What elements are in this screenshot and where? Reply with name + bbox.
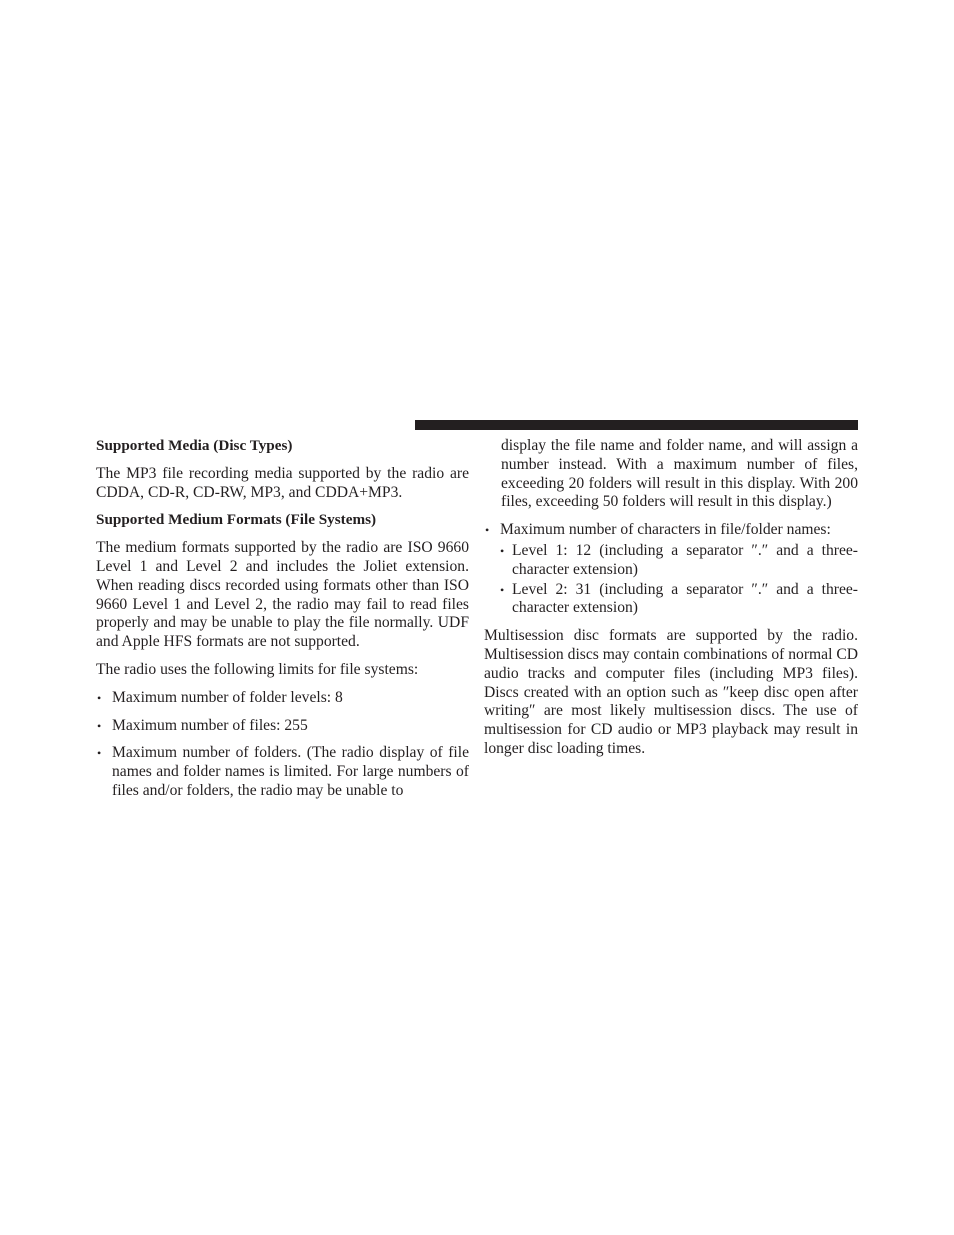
- paragraph-supported-formats: The medium formats supported by the radio are ISO 9660 Level 1 and Level 2 and includes the Joliet extension. When reading discs recorded using formats other than ISO 9660 Level 1 and Level 2, the radio may fail to read files properly and may be unable to play the file normally. UDF and Apple HFS formats are not supported.: [96, 539, 469, 651]
- list-item-max-characters-label: Maximum number of characters in file/folder names:: [500, 521, 831, 539]
- character-levels-sublist: [500, 542, 858, 618]
- heading-supported-media: Supported Media (Disc Types): [96, 437, 293, 454]
- list-item-max-folders: • Maximum number of folders. (The radio display of file names and folder names is limited. For large numbers of files and/or folders, the radio may be unable to: [96, 744, 469, 800]
- list-item-max-files: • Maximum number of files: 255: [96, 717, 469, 736]
- section-header-rule: [415, 420, 858, 430]
- list-item-folder-levels: • Maximum number of folder levels: 8: [96, 689, 469, 708]
- paragraph-multisession: Multisession disc formats are supported by the radio. Multisession discs may contain combinations of normal CD audio tracks and computer files (including MP3 files). Discs created with an option such as ″keep disc open after writing″ are most likely multisession discs. The use of multisession for CD audio or MP3 playback may result in longer disc loading times.: [484, 627, 858, 757]
- character-limits-list: [484, 521, 858, 618]
- file-system-limits-list: [96, 689, 469, 801]
- list-item-max-folders-continued: display the file name and folder name, and will assign a number instead. With a maximum number of files, exceeding 20 folders will result in this display. With 200 files, exceeding 50 folders will result in this display.): [501, 437, 858, 511]
- heading-supported-formats: Supported Medium Formats (File Systems): [96, 511, 377, 529]
- paragraph-supported-media: The MP3 file recording media supported by the radio are CDDA, CD-R, CD-RW, MP3, and CDDA+MP3.: [96, 464, 469, 501]
- left-column: [96, 437, 469, 810]
- sub-item-level-2: • Level 2: 31 (including a separator ″.″ and a three-character extension): [500, 581, 858, 619]
- list-item-max-characters: [484, 521, 858, 618]
- right-column: [484, 437, 858, 768]
- paragraph-file-system-limits: The radio uses the following limits for file systems:: [96, 660, 419, 678]
- sub-item-level-1: • Level 1: 12 (including a separator ″.″ and a three-character extension): [500, 542, 858, 580]
